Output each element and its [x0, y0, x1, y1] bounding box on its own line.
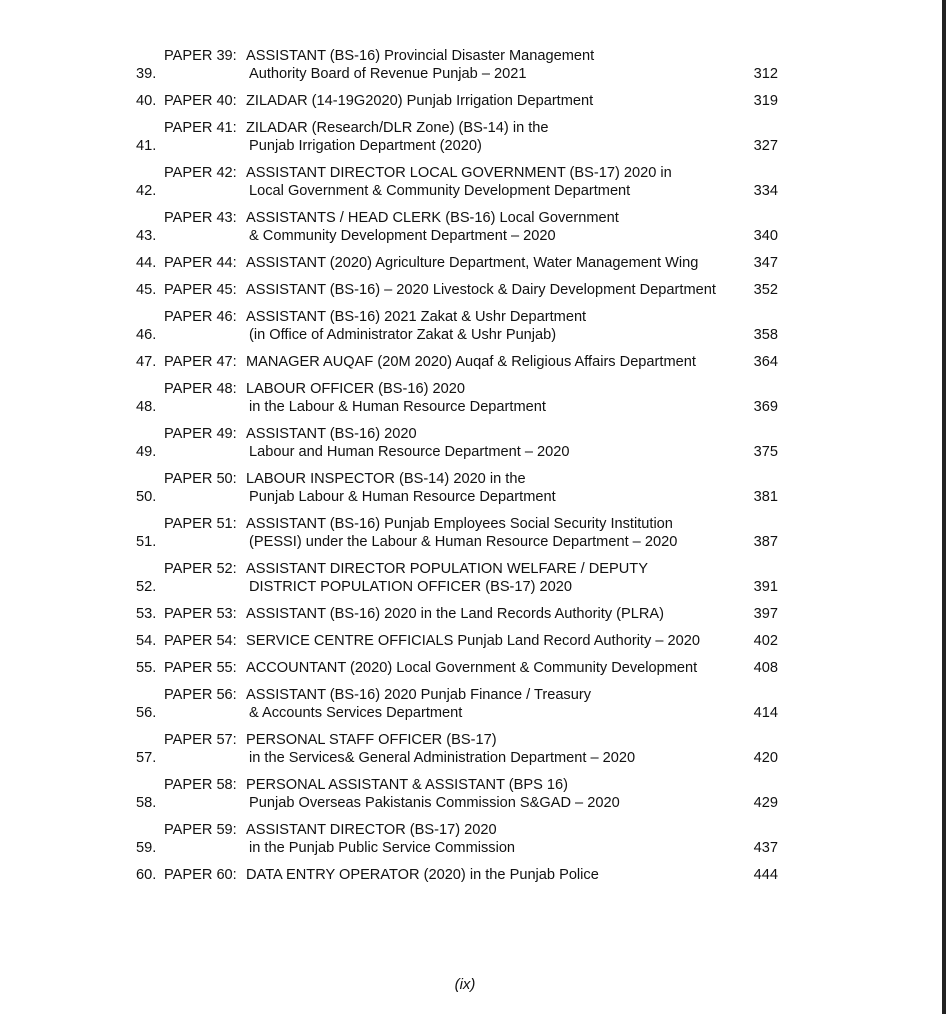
entry-paper-label: PAPER 40: [164, 93, 237, 109]
entry-title [246, 470, 748, 506]
entry-page-number: 312 [753, 66, 778, 82]
entry-number: 57. [136, 750, 157, 766]
entry-title [246, 308, 748, 344]
entry-paper-label: PAPER 46: [164, 309, 237, 325]
entry-title-line: Punjab Irrigation Department (2020) [249, 138, 482, 154]
entry-paper-label: PAPER 49: [164, 426, 237, 442]
toc-entry[interactable] [136, 605, 778, 623]
entry-page-number: 420 [753, 750, 778, 766]
entry-paper-label: PAPER 50: [164, 471, 237, 487]
entry-title-line: LABOUR OFFICER (BS-16) 2020 [246, 381, 465, 397]
entry-number: 58. [136, 795, 157, 811]
entry-number: 51. [136, 534, 157, 550]
entry-paper-label: PAPER 39: [164, 48, 237, 64]
entry-paper-label: PAPER 48: [164, 381, 237, 397]
entry-number: 42. [136, 183, 157, 199]
entry-title-line: (in Office of Administrator Zakat & Ushr Punjab) [249, 327, 557, 343]
entry-number: 50. [136, 489, 157, 505]
entry-page-number: 444 [753, 867, 778, 883]
entry-title [246, 866, 748, 884]
entry-title-line: ASSISTANT DIRECTOR (BS-17) 2020 [246, 822, 497, 838]
entry-title-line: in the Punjab Public Service Commission [249, 840, 516, 856]
entry-number: 52. [136, 579, 157, 595]
entry-page-number: 369 [753, 399, 778, 415]
entry-title-line: PERSONAL STAFF OFFICER (BS-17) [246, 732, 497, 748]
entry-page-number: 375 [753, 444, 778, 460]
toc-entry[interactable] [136, 209, 778, 245]
entry-page-number: 352 [753, 282, 778, 298]
toc-entry[interactable] [136, 659, 778, 677]
entry-page-number: 429 [753, 795, 778, 811]
entry-number: 47. [136, 354, 157, 370]
toc-entry[interactable] [136, 866, 778, 884]
entry-title-line: ASSISTANT (2020) Agriculture Department, Water Management Wing [246, 255, 699, 271]
toc-entry[interactable] [136, 308, 778, 344]
entry-number: 60. [136, 867, 157, 883]
entry-page-number: 402 [753, 633, 778, 649]
entry-title-line: ASSISTANTS / HEAD CLERK (BS-16) Local Government [246, 210, 619, 226]
entry-title-line: ASSISTANT DIRECTOR POPULATION WELFARE / DEPUTY [246, 561, 648, 577]
entry-title-line: Local Government & Community Development Department [249, 183, 631, 199]
toc-entry[interactable] [136, 47, 778, 83]
entry-paper-label: PAPER 52: [164, 561, 237, 577]
entry-number: 49. [136, 444, 157, 460]
entry-paper-label: PAPER 42: [164, 165, 237, 181]
entry-title-line: ASSISTANT (BS-16) 2021 Zakat & Ushr Department [246, 309, 587, 325]
entry-paper-label: PAPER 41: [164, 120, 237, 136]
entry-title [246, 281, 748, 299]
toc-entry[interactable] [136, 119, 778, 155]
entry-number: 45. [136, 282, 157, 298]
entry-title [246, 605, 748, 623]
entry-title [246, 731, 748, 767]
entry-page-number: 414 [753, 705, 778, 721]
entry-paper-label: PAPER 51: [164, 516, 237, 532]
entry-title-line: ASSISTANT DIRECTOR LOCAL GOVERNMENT (BS-17) 2020 in [246, 165, 672, 181]
entry-title [246, 47, 748, 83]
entry-page-number: 391 [753, 579, 778, 595]
entry-number: 55. [136, 660, 157, 676]
entry-title [246, 92, 748, 110]
toc-entry[interactable] [136, 560, 778, 596]
entry-title-line: ASSISTANT (BS-16) Provincial Disaster Management [246, 48, 595, 64]
toc-entry[interactable] [136, 164, 778, 200]
entry-title-line: in the Services& General Administration Department – 2020 [249, 750, 636, 766]
entry-number: 41. [136, 138, 157, 154]
entry-title-line: & Accounts Services Department [249, 705, 463, 721]
entry-title [246, 776, 748, 812]
page-number-footer: (ix) [454, 976, 476, 993]
toc-entry[interactable] [136, 776, 778, 812]
entry-paper-label: PAPER 58: [164, 777, 237, 793]
entry-paper-label: PAPER 53: [164, 606, 237, 622]
table-of-contents [136, 47, 778, 893]
entry-paper-label: PAPER 56: [164, 687, 237, 703]
entry-number: 46. [136, 327, 157, 343]
entry-paper-label: PAPER 55: [164, 660, 237, 676]
entry-title-line: ASSISTANT (BS-16) Punjab Employees Social Security Institution [246, 516, 673, 532]
toc-entry[interactable] [136, 281, 778, 299]
entry-title [246, 380, 748, 416]
entry-title-line: Authority Board of Revenue Punjab – 2021 [249, 66, 527, 82]
entry-number: 53. [136, 606, 157, 622]
toc-entry[interactable] [136, 254, 778, 272]
entry-page-number: 347 [753, 255, 778, 271]
entry-title [246, 659, 748, 677]
toc-entry[interactable] [136, 686, 778, 722]
entry-title-line: ZILADAR (14-19G2020) Punjab Irrigation Department [246, 93, 594, 109]
entry-title-line: ASSISTANT (BS-16) 2020 in the Land Records Authority (PLRA) [246, 606, 665, 622]
entry-page-number: 397 [753, 606, 778, 622]
toc-entry[interactable] [136, 353, 778, 371]
entry-page-number: 319 [753, 93, 778, 109]
toc-entry[interactable] [136, 425, 778, 461]
entry-title-line: DISTRICT POPULATION OFFICER (BS-17) 2020 [249, 579, 573, 595]
entry-title-line: PERSONAL ASSISTANT & ASSISTANT (BPS 16) [246, 777, 568, 793]
entry-title-line: Labour and Human Resource Department – 2020 [249, 444, 570, 460]
entry-paper-label: PAPER 59: [164, 822, 237, 838]
entry-title-line: (PESSI) under the Labour & Human Resource Department – 2020 [249, 534, 678, 550]
entry-page-number: 408 [753, 660, 778, 676]
toc-entry[interactable] [136, 515, 778, 551]
entry-title [246, 821, 748, 857]
entry-title-line: ASSISTANT (BS-16) 2020 [246, 426, 417, 442]
entry-title [246, 686, 748, 722]
entry-page-number: 364 [753, 354, 778, 370]
entry-title [246, 353, 748, 371]
entry-paper-label: PAPER 60: [164, 867, 237, 883]
window-edge [942, 0, 946, 1014]
entry-title [246, 209, 748, 245]
entry-number: 54. [136, 633, 157, 649]
entry-title [246, 560, 748, 596]
entry-title-line: MANAGER AUQAF (20M 2020) Auqaf & Religious Affairs Department [246, 354, 696, 370]
entry-title-line: ASSISTANT (BS-16) 2020 Punjab Finance / Treasury [246, 687, 592, 703]
entry-page-number: 334 [753, 183, 778, 199]
entry-page-number: 381 [753, 489, 778, 505]
entry-page-number: 340 [753, 228, 778, 244]
entry-title [246, 632, 748, 650]
entry-paper-label: PAPER 47: [164, 354, 237, 370]
entry-paper-label: PAPER 44: [164, 255, 237, 271]
entry-title-line: Punjab Labour & Human Resource Department [249, 489, 556, 505]
toc-entry[interactable] [136, 632, 778, 650]
entry-page-number: 327 [753, 138, 778, 154]
toc-entry[interactable] [136, 821, 778, 857]
entry-paper-label: PAPER 43: [164, 210, 237, 226]
entry-paper-label: PAPER 45: [164, 282, 237, 298]
entry-title-line: in the Labour & Human Resource Department [249, 399, 546, 415]
entry-number: 44. [136, 255, 157, 271]
entry-number: 43. [136, 228, 157, 244]
entry-title-line: & Community Development Department – 2020 [249, 228, 556, 244]
entry-title-line: Punjab Overseas Pakistanis Commission S&GAD – 2020 [249, 795, 620, 811]
entry-title [246, 119, 748, 155]
entry-page-number: 358 [753, 327, 778, 343]
entry-number: 59. [136, 840, 157, 856]
entry-title-line: SERVICE CENTRE OFFICIALS Punjab Land Record Authority – 2020 [246, 633, 700, 649]
entry-title-line: ASSISTANT (BS-16) – 2020 Livestock & Dairy Development Department [246, 282, 716, 298]
toc-entry[interactable] [136, 731, 778, 767]
entry-number: 39. [136, 66, 157, 82]
entry-paper-label: PAPER 54: [164, 633, 237, 649]
entry-number: 40. [136, 93, 157, 109]
entry-title-line: LABOUR INSPECTOR (BS-14) 2020 in the [246, 471, 526, 487]
entry-page-number: 437 [753, 840, 778, 856]
toc-entry[interactable] [136, 470, 778, 506]
entry-title-line: DATA ENTRY OPERATOR (2020) in the Punjab Police [246, 867, 599, 883]
entry-title [246, 254, 748, 272]
entry-title-line: ZILADAR (Research/DLR Zone) (BS-14) in the [246, 120, 549, 136]
toc-entry[interactable] [136, 92, 778, 110]
entry-title [246, 515, 748, 551]
entry-title-line: ACCOUNTANT (2020) Local Government & Community Development [246, 660, 698, 676]
entry-number: 56. [136, 705, 157, 721]
entry-paper-label: PAPER 57: [164, 732, 237, 748]
entry-number: 48. [136, 399, 157, 415]
entry-title [246, 425, 748, 461]
entry-page-number: 387 [753, 534, 778, 550]
toc-entry[interactable] [136, 380, 778, 416]
entry-title [246, 164, 748, 200]
